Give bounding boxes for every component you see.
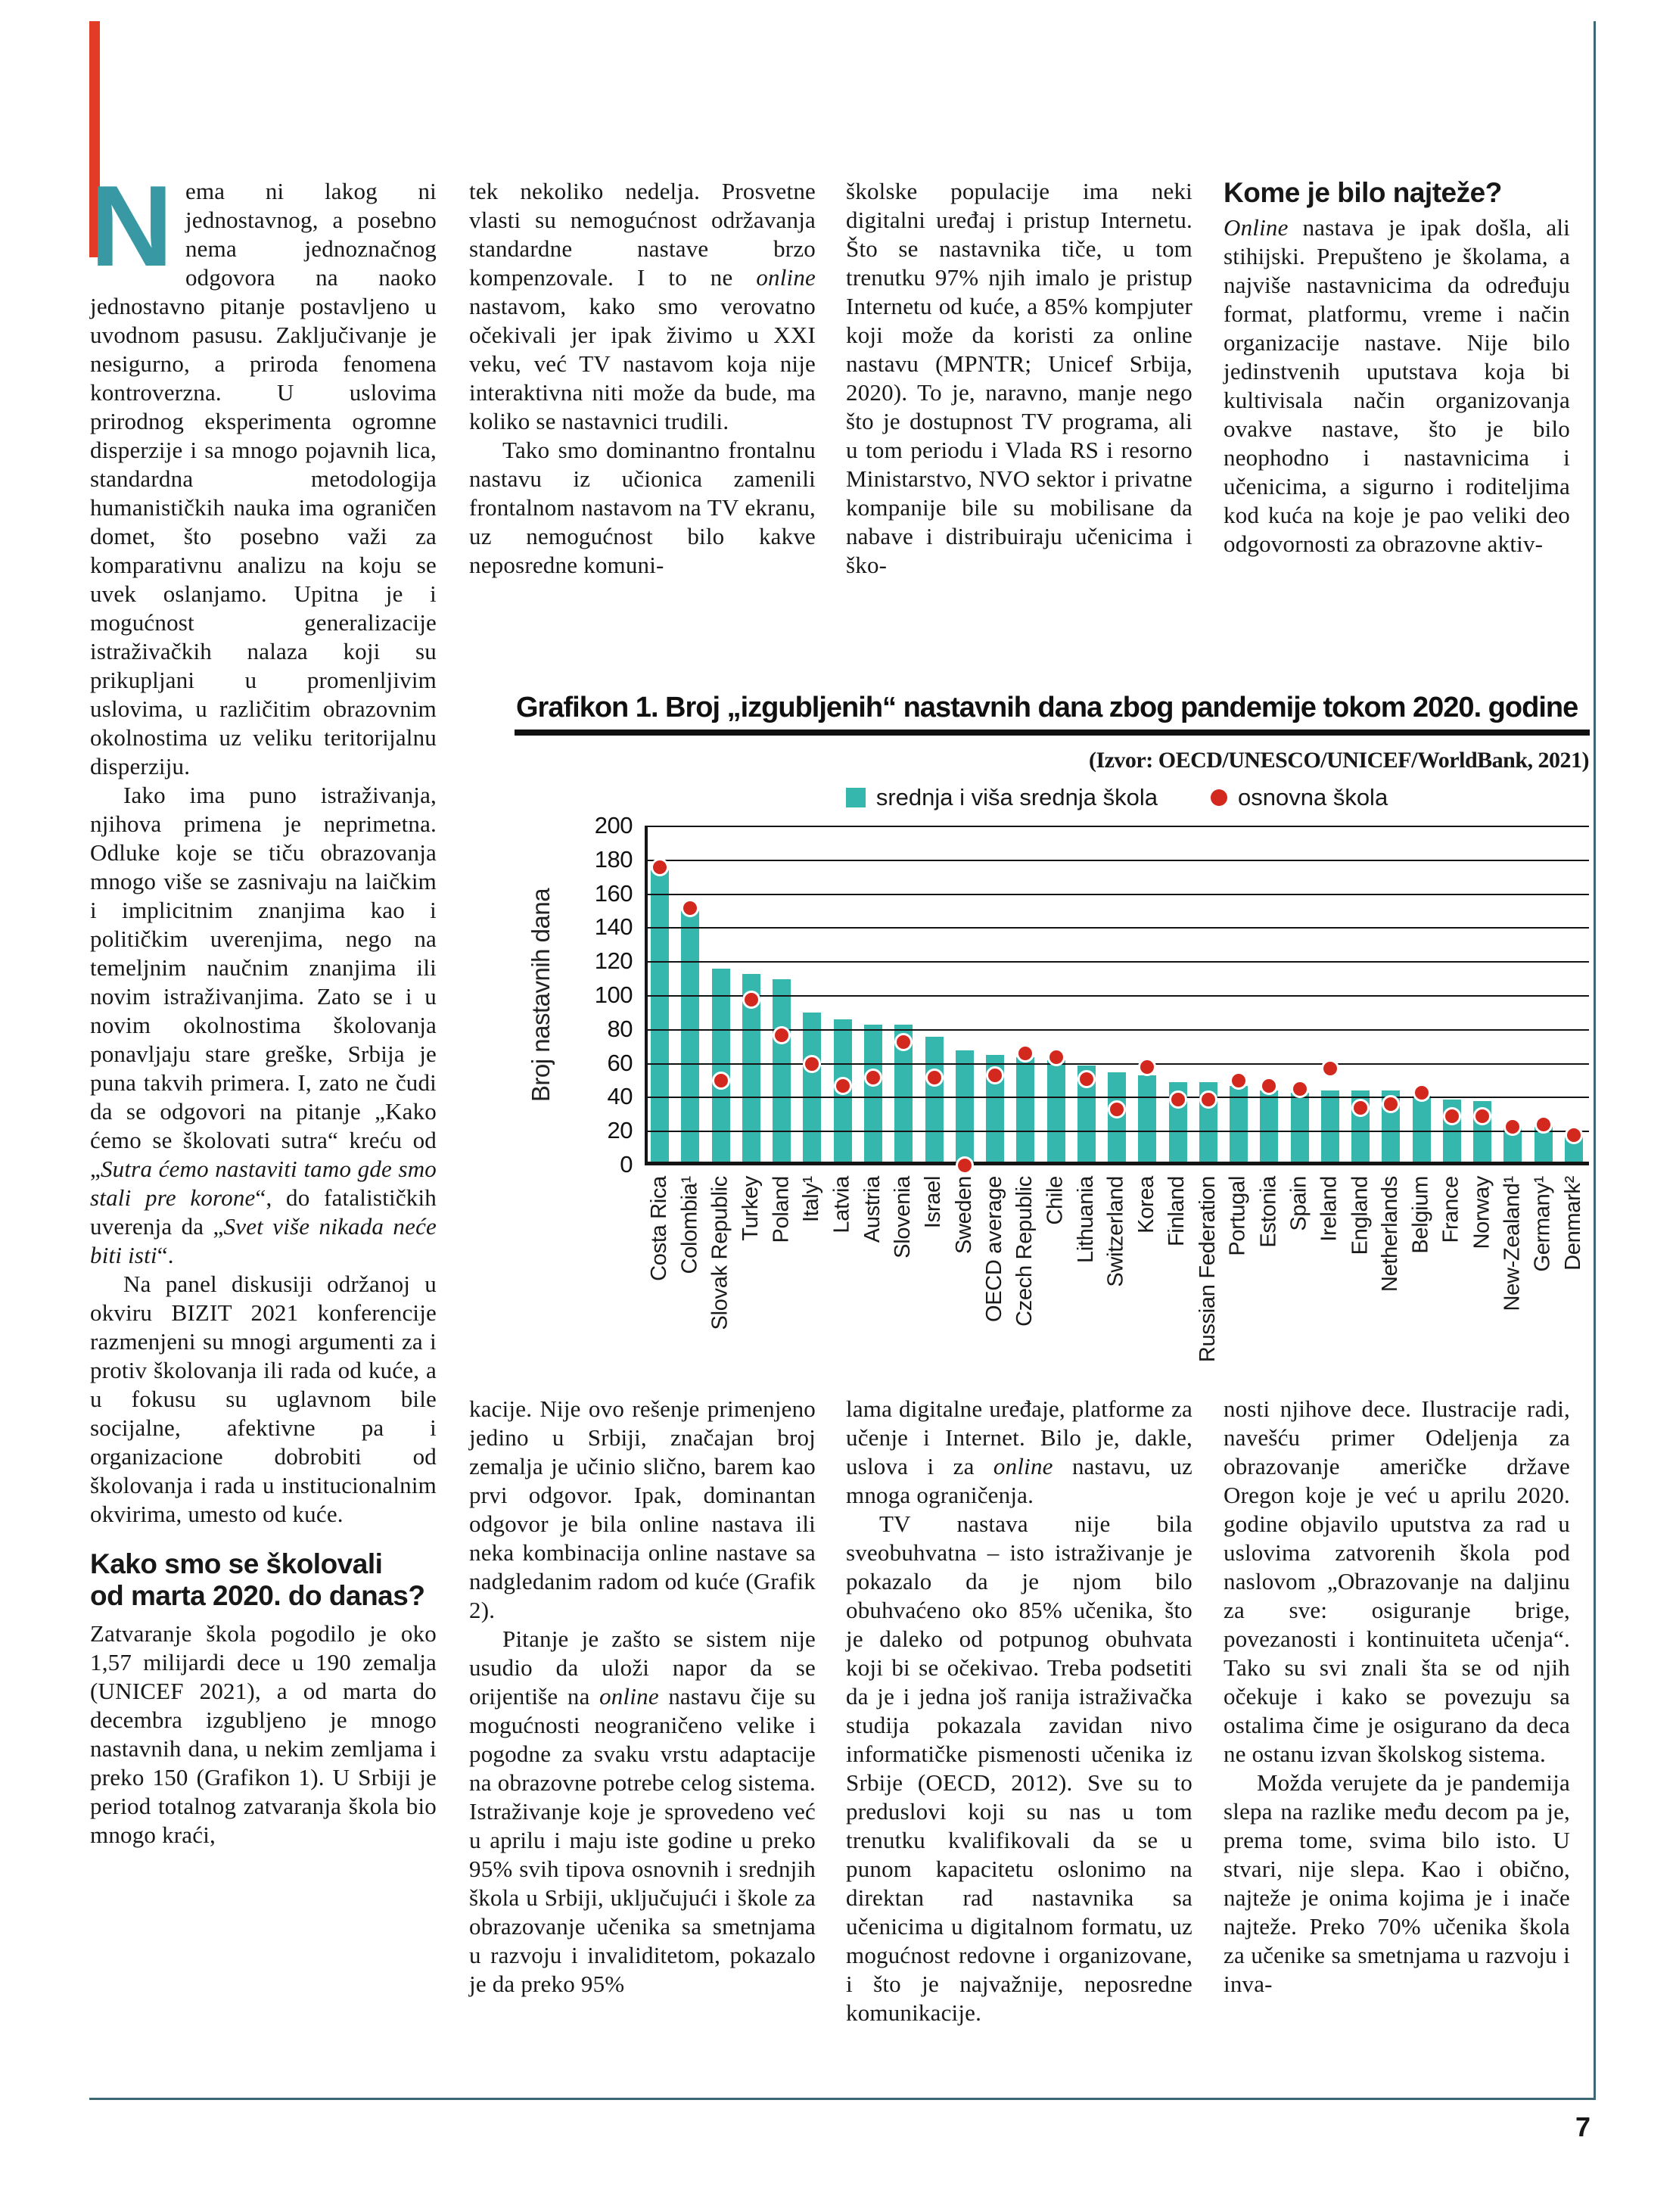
- x-category-label: Poland: [769, 1176, 794, 1243]
- primary-dot: [773, 1026, 791, 1044]
- primary-dot: [956, 1156, 974, 1174]
- primary-dot: [834, 1077, 852, 1095]
- paragraph: lama digitalne uređaje, platforme za učenje i Internet. Bilo je, dakle, uslova i za online nastavu, uz mnoga ograničenja.: [846, 1395, 1193, 1508]
- bar: [1108, 1072, 1126, 1165]
- paragraph: [90, 162, 437, 781]
- x-category-label: Austria: [860, 1176, 885, 1243]
- section-heading: Kako smo se školovali od marta 2020. do danas?: [90, 1548, 425, 1611]
- paragraph: Na panel diskusiji održanoj u okviru BIZIT 2021 konferencije razmenjeni su mnogi argumenti za i protiv školovanja ili rada od kuće, a u fokusu su uglavnom bile socijalne, afektivne pa i organizacione dobrobiti od školovanja i rada u institucionalnim okvirima, umesto od kuće.: [90, 1271, 437, 1527]
- x-category-label: Belgium: [1408, 1176, 1433, 1254]
- y-tick-label: 0: [620, 1151, 633, 1178]
- primary-dot: [681, 899, 699, 917]
- text-column-4-top: [1224, 177, 1570, 677]
- y-tick-label: 140: [594, 913, 633, 941]
- primary-dot: [894, 1033, 913, 1051]
- paragraph: TV nastava nije bila sveobuhvatna – isto istraživanje je pokazalo da je njom bilo obuhvaćeno oko 85% učenika, što je daleko od potpunog obuhvata koji bi se očekivao. Treba podsetiti da je i jedna još ranija istraživačka studija pokazala zavidan nivo informatičke pismenosti učenika iz Srbije (OECD, 2012). Sve su to preduslovi koji su nas u tom trenutku kvalifikovali da se u punom kapacitetu oslonimo na direktan rad nastavnika sa učenicima u digitalnom formatu, uz mogućnost redovne i organizovane, i što je najvažnije, neposredne komunikacije.: [846, 1510, 1192, 2026]
- bar: [1138, 1075, 1156, 1165]
- x-category-label: Norway: [1469, 1176, 1494, 1249]
- text-column-1: [90, 162, 437, 2084]
- bar: [712, 969, 730, 1165]
- paragraph: tek nekoliko nedelja. Prosvetne vlasti su nemogućnost održavanja standardne nastave brzo kompenzovale. I to ne online nastavom, kako smo verovatno očekivali jer ipak živimo u XXI veku, već TV nastavom koja nije interaktivna niti može da bude, ma koliko se nastavnici trudili.: [469, 178, 816, 434]
- x-category-label: Colombia¹: [677, 1176, 702, 1274]
- primary-dot: [1169, 1090, 1187, 1109]
- y-axis-line: [645, 826, 648, 1165]
- legend-label: srednja i viša srednja škola: [875, 784, 1158, 810]
- x-category-label: Finland: [1164, 1176, 1189, 1247]
- x-category-label: France: [1438, 1176, 1463, 1243]
- x-category-label: Italy¹: [799, 1176, 824, 1223]
- y-tick-label: 20: [607, 1117, 633, 1144]
- paragraph: Zatvaranje škola pogodilo je oko 1,57 milijardi dece u 190 zemalja (UNICEF 2021), a od marta do decembra izgubljeno je mnogo nastavnih dana, u nekim zemljama i preko 150 (Grafikon 1). U Srbiji je period totalnog zatvaranja škola bio mnogo kraći,: [90, 1620, 437, 1848]
- primary-dot: [1503, 1118, 1522, 1136]
- primary-dot: [1351, 1099, 1370, 1117]
- primary-dot: [1413, 1084, 1431, 1102]
- x-category-label: Sweden: [951, 1176, 976, 1254]
- x-category-label: Slovak Republic: [707, 1176, 732, 1330]
- x-category-label: Russian Federation: [1195, 1176, 1220, 1363]
- y-tick-label: 120: [594, 947, 633, 975]
- x-category-label: Latvia: [829, 1176, 854, 1234]
- paragraph-text: ema ni lakog ni jednostavnog, a posebno nema jednoznačnog odgovora na naoko jednostavno pitanje postavljeno u uvodnom pasusu. Zaključivanje je nesigurno, a priroda fenomena kontroverzna. U uslovima prirodnog eksperimenta ogromne disperzije i sa mnogo pojavnih lica, standardna metodologija humanističkih nauka ima ograničen domet, što posebno važi za komparativnu analizu na koju se uvek oslanjamo. Upitna je i mogućnost generalizacije istraživačkih nalaza koji su prikupljani u promenljivim uslovima, u različitim obrazovnim okolnostima uz veliku teritorijalnu disperziju.: [90, 178, 437, 779]
- primary-dot: [925, 1069, 944, 1087]
- figure-grafikon-1: [469, 681, 1595, 1438]
- gridline: [645, 995, 1589, 997]
- bar: [651, 870, 669, 1165]
- y-tick-label: 160: [594, 879, 633, 907]
- primary-dot: [864, 1069, 882, 1087]
- primary-dot: [1321, 1059, 1339, 1078]
- x-category-label: Portugal: [1226, 1176, 1250, 1256]
- primary-dot: [1535, 1115, 1553, 1134]
- primary-dot: [1199, 1090, 1217, 1109]
- gridline: [645, 927, 1589, 929]
- x-category-label: Netherlands: [1378, 1176, 1403, 1293]
- gridline: [645, 894, 1589, 895]
- paragraph: nosti njihove dece. Ilustracije radi, navešću primer Odeljenja za obrazovanje američke države Oregon koje je već u aprilu 2020. godine objavilo uputstva za rad u uslovima zatvorenih škola pod naslovom „Obrazovanje na daljinu za sve: osiguranje brige, povezanosti i kontinuiteta učenja“. Tako su svi znali šta se od njih očekuje i kako se povezuju sa ostalima čime je osigurano da deca ne ostanu izvan školskog sistema.: [1224, 1395, 1570, 1767]
- x-category-label: Denmark²: [1560, 1176, 1585, 1271]
- gridline: [645, 1162, 1589, 1165]
- bar: [773, 979, 791, 1165]
- x-category-label: Switzerland: [1104, 1176, 1128, 1287]
- primary-dot: [651, 858, 669, 876]
- paragraph: školske populacije ima neki digitalni uređaj i pristup Internetu. Što se nastavnika tiče, u tom trenutku 97% njih imalo je pristup Internetu od kuće, a 85% kompjuter koji može da koristi za online nastavu (MPNTR; Unicef Srbija, 2020). To je, naravno, manje nego što je dostupnost TV programa, ali u tom periodu i Vlada RS i resorno Ministarstvo, NVO sektor i privatne kompanije bile su mobilisane da nabave i distribuiraju učenicima i ško-: [846, 178, 1192, 578]
- x-category-label: England: [1348, 1176, 1373, 1255]
- y-tick-label: 200: [594, 812, 633, 838]
- primary-dot: [1291, 1080, 1309, 1098]
- text-column-4-bottom: [1224, 1395, 1570, 2091]
- y-tick-label: 100: [594, 982, 633, 1008]
- primary-dot: [1108, 1100, 1126, 1118]
- bar: [803, 1013, 821, 1165]
- drop-cap-letter: N: [90, 162, 173, 291]
- bar: [864, 1025, 882, 1165]
- x-category-label: Korea: [1134, 1176, 1159, 1234]
- primary-dot: [1473, 1107, 1491, 1125]
- gridline: [645, 860, 1589, 861]
- x-category-label: Spain: [1286, 1176, 1311, 1231]
- x-category-label: Czech Republic: [1012, 1176, 1037, 1327]
- gridline: [645, 1131, 1589, 1132]
- y-tick-label: 40: [607, 1083, 633, 1110]
- primary-dot: [803, 1055, 821, 1073]
- x-category-label: Lithuania: [1073, 1176, 1098, 1264]
- paragraph: Iako ima puno istraživanja, njihova primena je neprimetna. Odluke koje se tiču obrazovanja mnogo više se zasnivaju na laičkim i implicitnim znanjima kao i političkim uverenjima, nego na temeljnim naučnim znanjima ili novim istraživanjima. Zato se i u novim okolnostima školovanja ponavljaju stare greške, Srbija je puna takvih primera. I, zato ne čudi da se odgovori na pitanje „Kako ćemo se školovati sutra“ kreću od „Sutra ćemo nastaviti tamo gde smo stali pre korone“, do fatalističkih uverenja da „Svet više nikada neće biti isti“.: [90, 782, 437, 1268]
- primary-dot: [1047, 1048, 1065, 1066]
- primary-dot: [1230, 1072, 1248, 1090]
- primary-dot: [712, 1072, 730, 1090]
- bar: [681, 911, 699, 1165]
- chart-title: Grafikon 1. Broj „izgubljenih“ nastavnih dana zbog pandemije tokom 2020. godine: [516, 692, 1578, 723]
- paragraph: Tako smo dominantno frontalnu nastavu iz učionica zamenili frontalnom nastavom na TV ekranu, uz nemogućnost bilo kakve neposredne komuni-: [469, 437, 816, 578]
- bar: [1016, 1057, 1034, 1165]
- paragraph: Online nastava je ipak došla, ali stihijski. Prepušteno je školama, a najviše nastavnicima da određuju format, platformu, vreme i način organizacije nastave. Nije bilo jedinstvenih uputstava koja bi kultivisala način organizovanja ovakve nastave, što je bilo neophodno i nastavnicima i učenicima, a sigurno i roditeljima kod kuća na koje je pao veliki deo odgovornosti za obrazovne aktiv-: [1224, 214, 1570, 557]
- x-category-label: OECD average: [982, 1176, 1006, 1323]
- text-column-2-bottom: [469, 1395, 816, 2091]
- gridline: [645, 1097, 1589, 1098]
- section-heading: Kome je bilo najteže?: [1224, 177, 1502, 208]
- x-category-label: Slovenia: [891, 1176, 916, 1258]
- primary-dot: [1260, 1077, 1278, 1095]
- x-category-label: Ireland: [1317, 1176, 1342, 1242]
- text-column-2-top: [469, 177, 816, 677]
- primary-dot: [1443, 1107, 1461, 1125]
- bottom-rule: [89, 2098, 1596, 2100]
- primary-dot: [1565, 1126, 1583, 1144]
- x-category-label: Costa Rica: [647, 1176, 672, 1281]
- x-category-label: Chile: [1043, 1176, 1068, 1225]
- text-column-3-top: [846, 177, 1192, 677]
- bar: [925, 1037, 944, 1165]
- bar: [1291, 1093, 1309, 1165]
- gridline: [645, 826, 1589, 827]
- paragraph: Možda verujete da je pandemija slepa na razlike među decom pa je, prema tome, svima bilo isto. U stvari, nije slepa. Kao i obično, najteže je onima kojima je i inače najteže. Preko 70% učenika škola za učenike sa smetnjama u razvoju i inva-: [1224, 1769, 1570, 1997]
- y-tick-label: 60: [607, 1049, 633, 1076]
- bar: [956, 1050, 974, 1165]
- gridline: [645, 961, 1589, 963]
- legend-label: osnovna škola: [1238, 784, 1388, 810]
- x-category-label: Germany¹: [1530, 1176, 1555, 1272]
- primary-dot: [742, 991, 760, 1009]
- y-axis-title: Broj nastavnih dana: [527, 888, 555, 1103]
- y-tick-label: 180: [594, 845, 633, 873]
- x-category-label: New-Zealand¹: [1500, 1176, 1525, 1311]
- text-column-3-bottom: [846, 1395, 1192, 2091]
- paragraph: Pitanje je zašto se sistem nije usudio da uloži napor da se orijentiše na online nastavu čije su mogućnosti neograničeno velike i pogodne za svaku vrstu adaptacije na obrazovne potrebe celog sistema. Istraživanje koje je sprovedeno već u aprilu i maju iste godine u preko 95% svih tipova osnovnih i srednjih škola u Srbiji, uključujući i škole za obrazovanje učenika sa smetnjama u razvoju i invaliditetom, pokazalo je da preko 95%: [469, 1626, 816, 1997]
- page-number: 7: [1575, 2111, 1590, 2142]
- bar: [1321, 1090, 1339, 1165]
- x-category-label: Turkey: [738, 1176, 763, 1241]
- primary-dot: [1077, 1070, 1096, 1088]
- chart-source: (Izvor: OECD/UNESCO/UNICEF/WorldBank, 2021): [1088, 748, 1589, 773]
- paragraph: kacije. Nije ovo rešenje primenjeno jedino u Srbiji, značajan broj zemalja je učinio slično, barem kao prvi odgovor. Ipak, dominantan odgovor je bila online nastava ili neka kombinacija online nastave sa nadgledanim radom od kuće (Grafik 2).: [469, 1395, 816, 1623]
- x-category-label: Israel: [921, 1176, 946, 1229]
- bar: [1047, 1060, 1065, 1165]
- y-tick-label: 80: [607, 1015, 633, 1042]
- gridline: [645, 1063, 1589, 1065]
- x-category-label: Estonia: [1256, 1176, 1281, 1248]
- bar: [1260, 1090, 1278, 1165]
